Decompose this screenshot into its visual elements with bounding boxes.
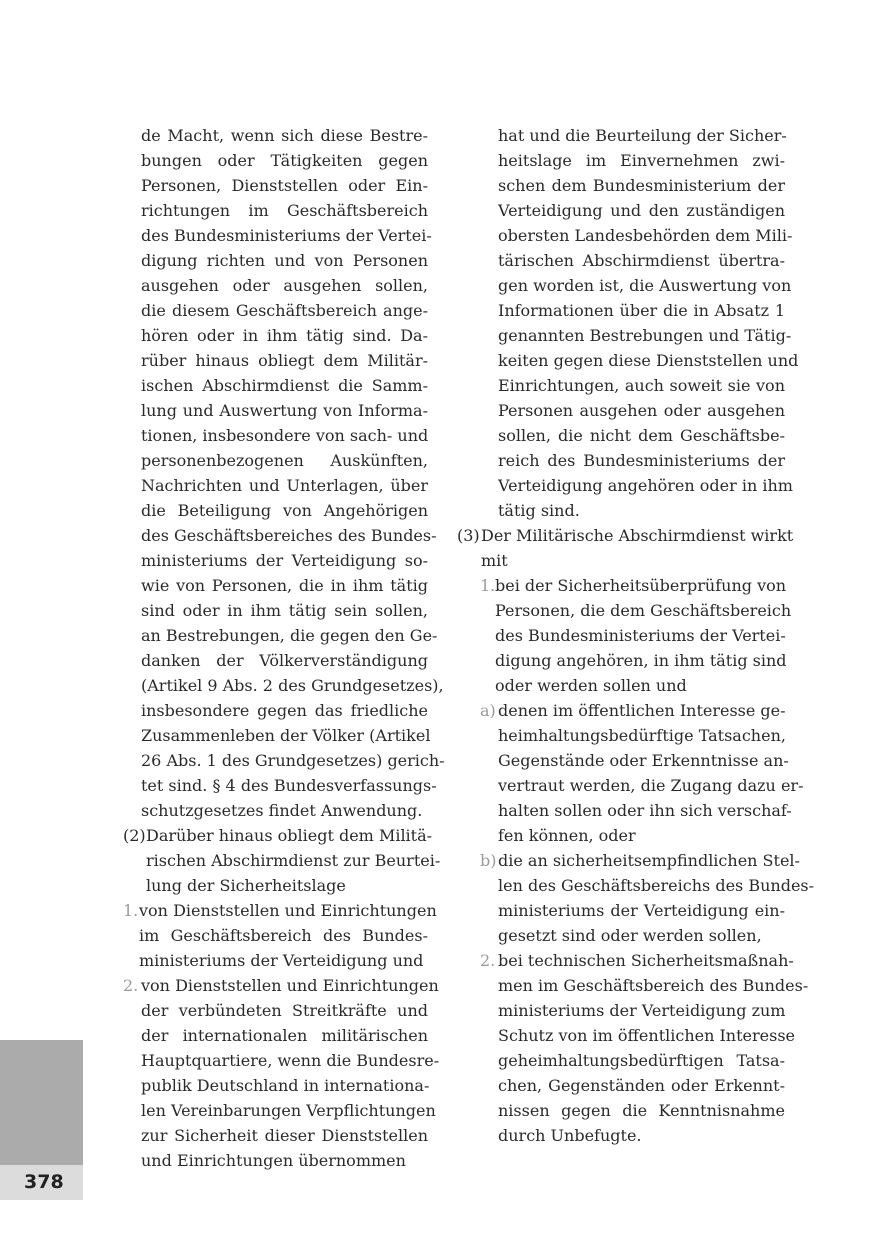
text-line: digung angehören, in ihm tätig sind: [495, 651, 787, 670]
text-line: heimhaltungsbedürftige Tatsachen,: [498, 726, 786, 745]
text-line: men im Geschäftsbereich des Bundes-: [498, 976, 809, 995]
text-line: des Geschäftsbereiches des Bundes-: [141, 526, 437, 545]
paragraph-marker: (3): [457, 526, 480, 545]
text-line: heitslage im Einvernehmen zwi-: [498, 151, 785, 170]
text-line: reich des Bundesministeriums der: [498, 451, 785, 470]
text-line: Hauptquartiere, wenn die Bundesre-: [141, 1051, 440, 1070]
text-line: ministeriums der Verteidigung zum: [498, 1001, 786, 1020]
text-line: Nachrichten und Unterlagen, über: [141, 476, 428, 495]
text-line: des Bundesministeriums der Vertei-: [141, 226, 432, 245]
text-line: denen im öffentlichen Interesse ge-: [498, 701, 786, 720]
text-line: an Bestrebungen, die gegen den Ge-: [141, 626, 438, 645]
text-line: schen dem Bundesministerium der: [498, 176, 785, 195]
text-line: chen, Gegenständen oder Erkennt-: [498, 1076, 785, 1095]
text-line: oder werden sollen und: [495, 676, 687, 695]
text-line: hören oder in ihm tätig sind. Da-: [141, 326, 428, 345]
text-line: 26 Abs. 1 des Grundgesetzes) gerich-: [141, 751, 445, 770]
list-letter: b): [480, 851, 497, 870]
text-line: Gegenstände oder Erkenntnisse an-: [498, 751, 789, 770]
text-line: tärischen Abschirmdienst übertra-: [498, 251, 785, 270]
text-line: sind oder in ihm tätig sein sollen,: [141, 601, 428, 620]
text-line: Einrichtungen, auch soweit sie von: [498, 376, 785, 395]
text-line: ischen Abschirmdienst die Samm-: [141, 376, 428, 395]
text-line: digung richten und von Personen: [141, 251, 428, 270]
text-line: Verteidigung und den zuständigen: [498, 201, 785, 220]
text-line: danken der Völkerverständigung: [141, 651, 428, 670]
list-number: 1.: [480, 576, 496, 595]
list-number: 2.: [123, 976, 139, 995]
text-line: halten sollen oder ihn sich verschaf-: [498, 801, 792, 820]
text-line: publik Deutschland in internationa-: [141, 1076, 430, 1095]
text-line: tionen, insbesondere von sach- und: [141, 426, 429, 445]
text-line: der verbündeten Streitkräfte und: [141, 1001, 428, 1020]
text-line: ministeriums der Verteidigung so-: [141, 551, 428, 570]
text-line: (Artikel 9 Abs. 2 des Grundgesetzes),: [141, 676, 444, 695]
text-line: bei der Sicherheitsüberprüfung von: [495, 576, 787, 595]
text-line: der internationalen militärischen: [141, 1026, 428, 1045]
text-line: richtungen im Geschäftsbereich: [141, 201, 428, 220]
text-line: bei technischen Sicherheitsmaßnah-: [498, 951, 794, 970]
text-line: gesetzt sind oder werden sollen,: [498, 926, 762, 945]
text-line: wie von Personen, die in ihm tätig: [141, 576, 428, 595]
text-line: bungen oder Tätigkeiten gegen: [141, 151, 428, 170]
text-line: Personen ausgehen oder ausgehen: [498, 401, 785, 420]
text-line: Darüber hinaus obliegt dem Militä-: [146, 826, 433, 845]
text-line: insbesondere gegen das friedliche: [141, 701, 428, 720]
text-line: sollen, die nicht dem Geschäftsbe-: [498, 426, 785, 445]
text-line: die an sicherheitsempfindlichen Stel-: [498, 851, 800, 870]
page-number: 378: [24, 1171, 64, 1193]
text-line: len Vereinbarungen Verpflichtungen: [141, 1101, 436, 1120]
text-line: Zusammenleben der Völker (Artikel: [141, 726, 431, 745]
list-number: 2.: [480, 951, 496, 970]
text-line: len des Geschäftsbereichs des Bundes-: [498, 876, 815, 895]
text-line: die Beteiligung von Angehörigen: [141, 501, 428, 520]
text-line: vertraut werden, die Zugang dazu er-: [498, 776, 804, 795]
paragraph-marker: (2): [123, 826, 146, 845]
text-line: und Einrichtungen übernommen: [141, 1151, 406, 1170]
text-line: Personen, Dienststellen oder Ein-: [141, 176, 428, 195]
text-line: genannten Bestrebungen und Tätig-: [498, 326, 792, 345]
page-tab-bar: [0, 1040, 83, 1165]
text-line: obersten Landesbehörden dem Mili-: [498, 226, 793, 245]
text-line: keiten gegen diese Dienststellen und: [498, 351, 799, 370]
text-line: des Bundesministeriums der Vertei-: [495, 626, 786, 645]
text-line: im Geschäftsbereich des Bundes-: [139, 926, 428, 945]
text-line: ministeriums der Verteidigung ein-: [498, 901, 785, 920]
text-line: von Dienststellen und Einrichtungen: [141, 976, 439, 995]
text-line: ministeriums der Verteidigung und: [139, 951, 424, 970]
text-line: Personen, die dem Geschäftsbereich: [495, 601, 792, 620]
text-line: hat und die Beurteilung der Sicher-: [498, 126, 787, 145]
text-line: rüber hinaus obliegt dem Militär-: [141, 351, 428, 370]
text-line: mit: [481, 551, 508, 570]
text-line: fen können, oder: [498, 826, 636, 845]
text-line: schutzgesetzes findet Anwendung.: [141, 801, 423, 820]
text-line: von Dienststellen und Einrichtungen: [139, 901, 437, 920]
text-line: de Macht, wenn sich diese Bestre-: [141, 126, 428, 145]
text-line: lung und Auswertung von Informa-: [141, 401, 428, 420]
text-line: Schutz von im öffentlichen Interesse: [498, 1026, 796, 1045]
text-line: Verteidigung angehören oder in ihm: [498, 476, 793, 495]
text-line: tet sind. § 4 des Bundesverfassungs-: [141, 776, 437, 795]
text-line: durch Unbefugte.: [498, 1126, 642, 1145]
text-line: nissen gegen die Kenntnisnahme: [498, 1101, 785, 1120]
text-line: rischen Abschirmdienst zur Beurtei-: [146, 851, 441, 870]
list-letter: a): [480, 701, 496, 720]
text-line: gen worden ist, die Auswertung von: [498, 276, 792, 295]
text-line: die diesem Geschäftsbereich ange-: [141, 301, 428, 320]
text-line: ausgehen oder ausgehen sollen,: [141, 276, 428, 295]
text-line: tätig sind.: [498, 501, 580, 520]
text-line: personenbezogenen Auskünften,: [141, 451, 428, 470]
text-line: lung der Sicherheitslage: [146, 876, 346, 895]
text-line: zur Sicherheit dieser Dienststellen: [141, 1126, 428, 1145]
text-line: Der Militärische Abschirmdienst wirkt: [481, 526, 794, 545]
text-line: geheimhaltungsbedürftigen Tatsa-: [498, 1051, 785, 1070]
text-line: Informationen über die in Absatz 1: [498, 301, 785, 320]
list-number: 1.: [123, 901, 139, 920]
